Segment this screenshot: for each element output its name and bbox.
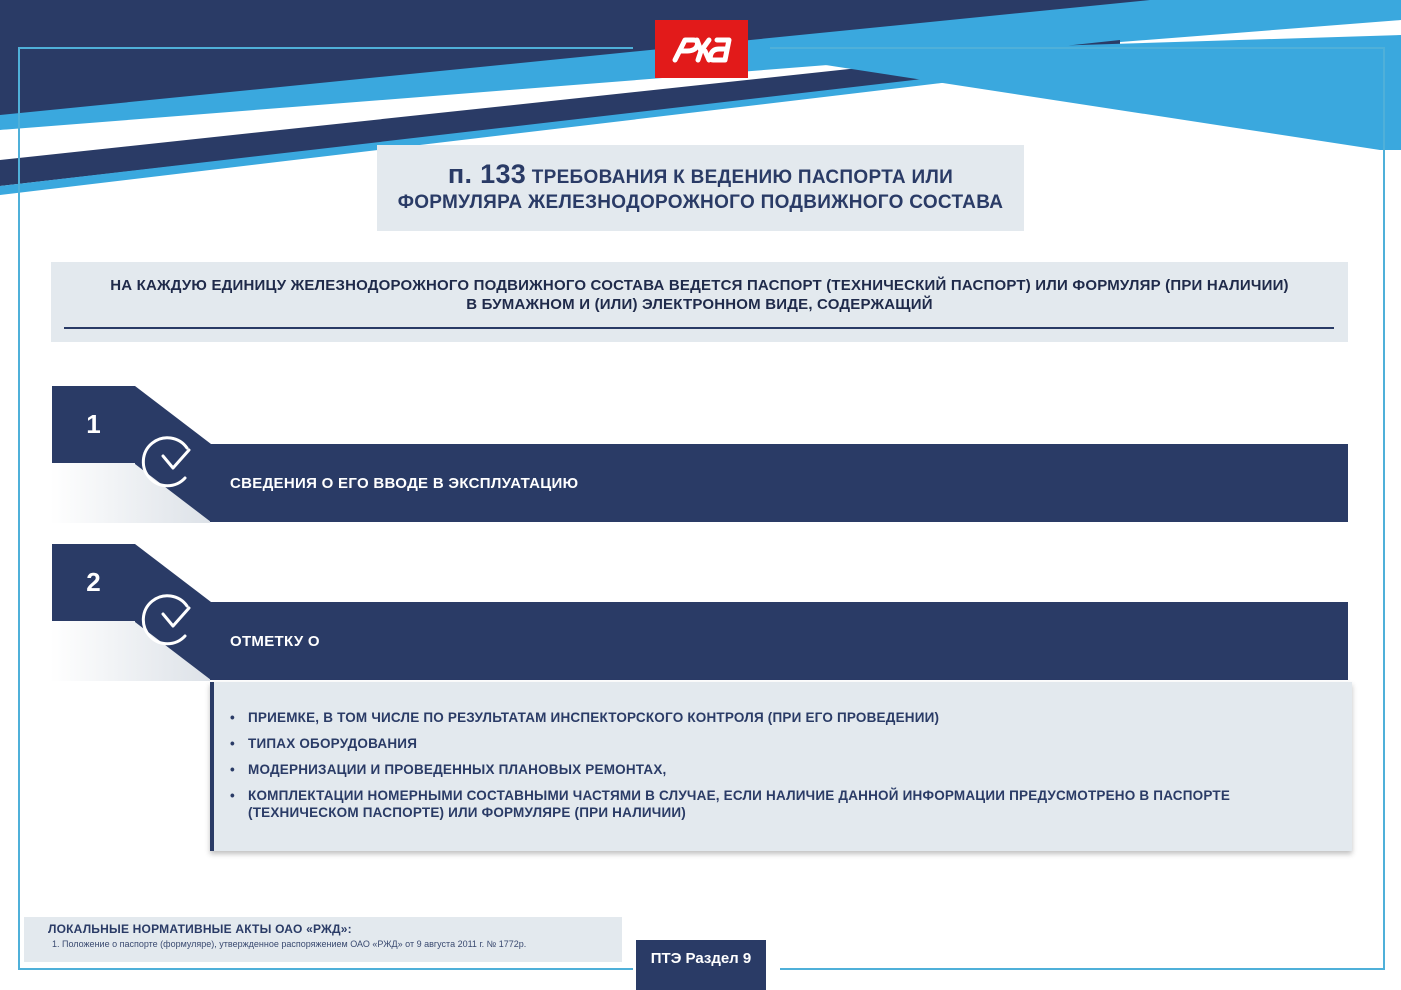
item-1-band — [210, 444, 1348, 522]
item-2-band — [210, 602, 1348, 680]
item-2-number: 2 — [52, 544, 135, 621]
list-item: • ПРИЕМКЕ, В ТОМ ЧИСЛЕ ПО РЕЗУЛЬТАТАМ ИНСПЕКТОРСКОГО КОНТРОЛЯ (ПРИ ЕГО ПРОВЕДЕНИИ) — [230, 710, 940, 725]
item-2-fold — [135, 544, 211, 680]
item-1-fold — [135, 386, 211, 522]
intro-divider — [64, 327, 1334, 329]
section-tab: ПТЭ Раздел 9 — [636, 940, 766, 990]
frame-bottom-left — [18, 968, 633, 970]
intro-line-1: НА КАЖДУЮ ЕДИНИЦУ ЖЕЛЕЗНОДОРОЖНОГО ПОДВИЖНОГО СОСТАВА ВЕДЕТСЯ ПАСПОРТ (ТЕХНИЧЕСКИЙ ПАСПОРТ) ИЛИ ФОРМУЛЯР (ПРИ НАЛИЧИИ) — [110, 277, 1289, 294]
footer-heading: ЛОКАЛЬНЫЕ НОРМАТИВНЫЕ АКТЫ ОАО «РЖД»: — [48, 922, 352, 936]
item-2-label: ОТМЕТКУ О — [230, 632, 320, 650]
item-1-label: СВЕДЕНИЯ О ЕГО ВВОДЕ В ЭКСПЛУАТАЦИЮ — [230, 474, 579, 492]
title-line-2: ФОРМУЛЯРА ЖЕЛЕЗНОДОРОЖНОГО ПОДВИЖНОГО СОСТАВА — [397, 191, 1004, 213]
frame-top-right — [770, 47, 1385, 49]
list-item: • КОМПЛЕКТАЦИИ НОМЕРНЫМИ СОСТАВНЫМИ ЧАСТЯМИ В СЛУЧАЕ, ЕСЛИ НАЛИЧИЕ ДАННОЙ ИНФОРМАЦИИ ПРЕДУСМОТРЕНО В ПАСПОРТЕ (ТЕХНИЧЕСКОМ ПАСПОРТЕ) ИЛИ ФОРМУЛЯРЕ (ПРИ НАЛИЧИИ) — [230, 788, 1231, 820]
page-title — [397, 158, 1004, 215]
list-item: • МОДЕРНИЗАЦИИ И ПРОВЕДЕННЫХ ПЛАНОВЫХ РЕМОНТАХ, — [230, 762, 667, 777]
intro-line-2: В БУМАЖНОМ И (ИЛИ) ЭЛЕКТРОННОМ ВИДЕ, СОДЕРЖАЩИЙ — [466, 296, 933, 313]
details-panel — [210, 682, 1352, 851]
page-title-box — [377, 145, 1024, 231]
frame-right — [1383, 47, 1385, 970]
list-item: • ТИПАХ ОБОРУДОВАНИЯ — [230, 736, 418, 751]
intro-box — [51, 262, 1348, 342]
footer-references — [24, 917, 622, 962]
frame-left — [18, 47, 20, 970]
item-1-number: 1 — [52, 386, 135, 463]
rzd-logo — [655, 20, 748, 78]
rzd-logo-icon — [667, 32, 737, 66]
title-number: п. 133 — [447, 158, 527, 189]
footer-reference-item: 1. Положение о паспорте (формуляре), утвержденное распоряжением ОАО «РЖД» от 9 августа 2011 г. № 1772р. — [52, 939, 527, 949]
frame-top-left — [18, 47, 633, 49]
title-line-1: ТРЕБОВАНИЯ К ВЕДЕНИЮ ПАСПОРТА ИЛИ — [531, 166, 954, 188]
frame-bottom-right — [780, 968, 1385, 970]
details-list — [230, 709, 1310, 830]
intro-text — [51, 276, 1348, 314]
